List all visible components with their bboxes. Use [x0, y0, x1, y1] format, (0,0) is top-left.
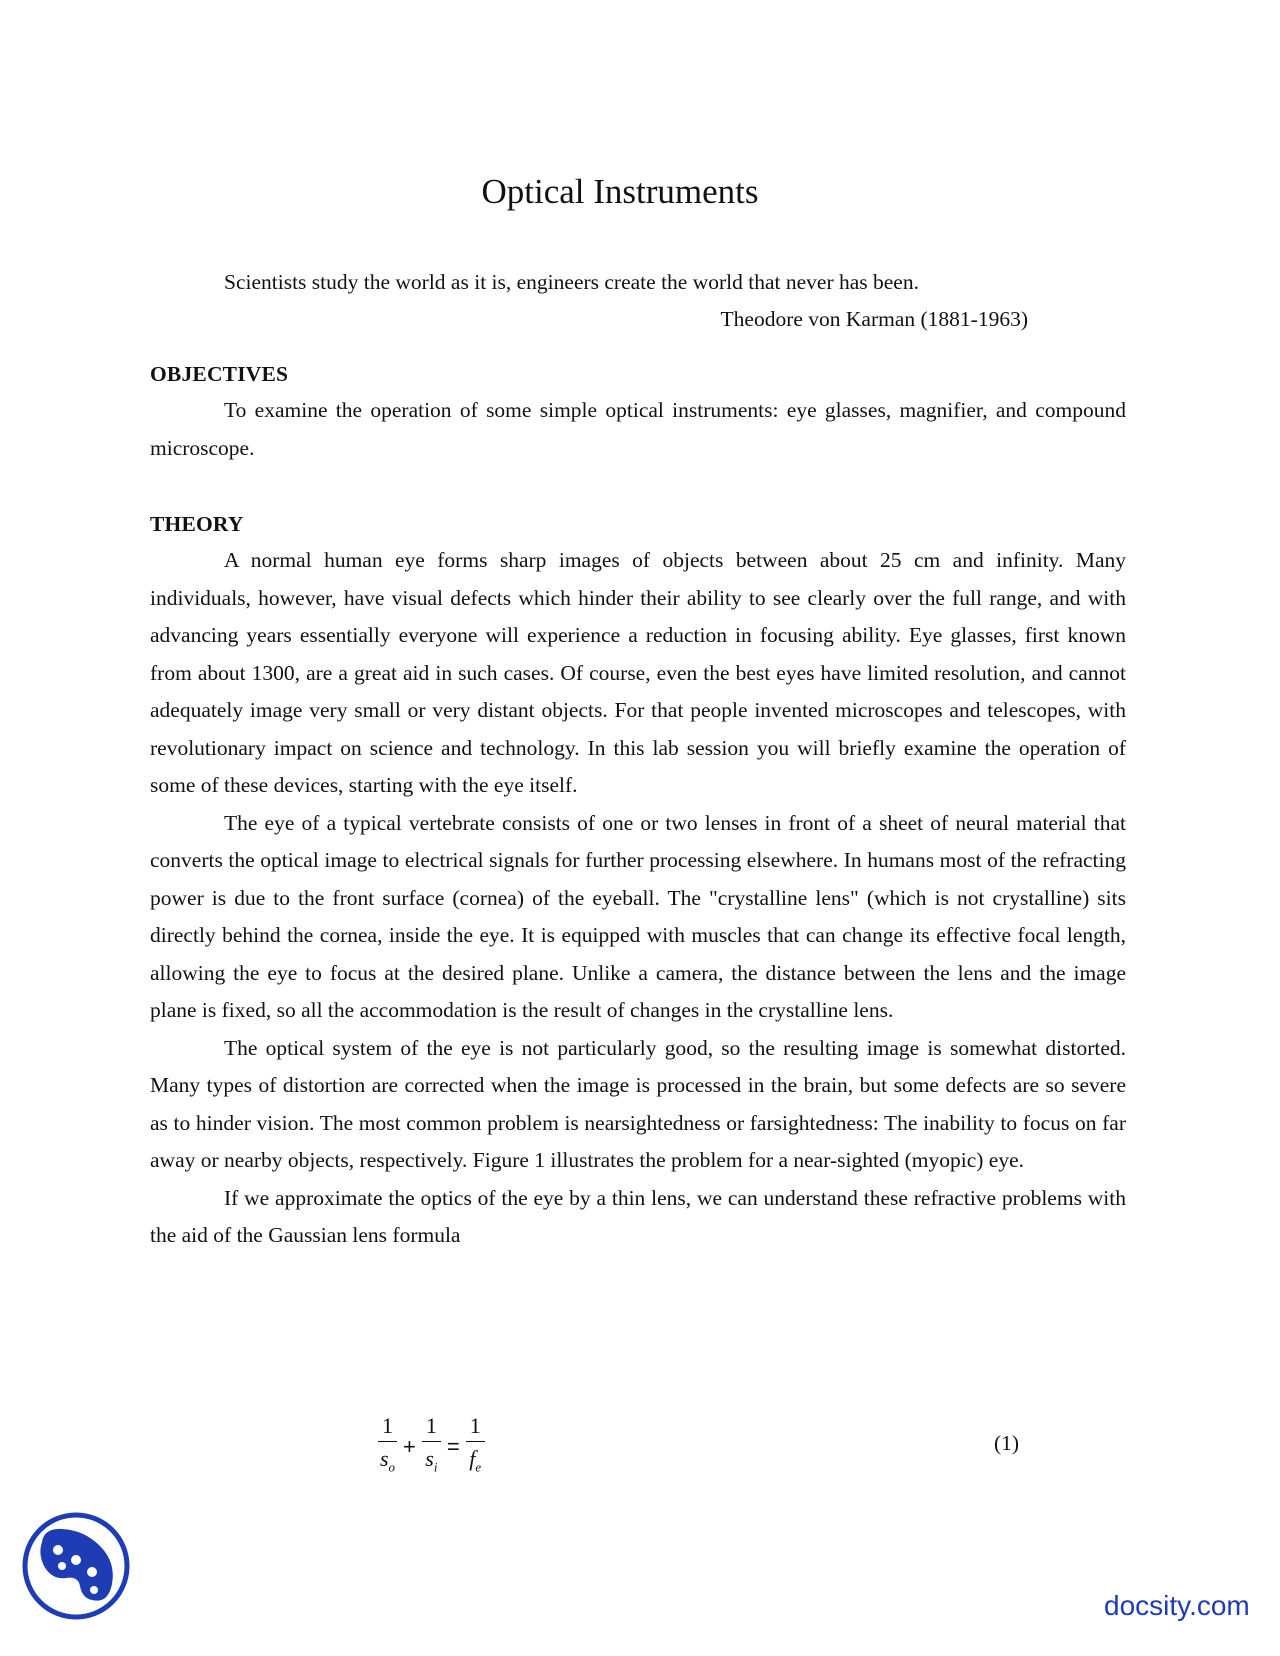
gaussian-lens-equation: [376, 1413, 487, 1480]
fraction-numerator: 1: [422, 1413, 441, 1442]
fraction-numerator: 1: [378, 1413, 397, 1442]
plus-sign: +: [403, 1433, 416, 1459]
theory-body: [150, 542, 1126, 1255]
fraction-object-distance: [378, 1413, 397, 1480]
variable: s: [379, 1446, 389, 1471]
docsity-logo-icon[interactable]: [22, 1512, 130, 1620]
fraction-numerator: 1: [466, 1413, 485, 1442]
fraction-image-distance: [422, 1413, 441, 1480]
theory-heading: THEORY: [150, 512, 244, 536]
fraction-denominator: [469, 1442, 481, 1480]
theory-paragraph: If we approximate the optics of the eye by a thin lens, we can understand these refractive problems with the aid of the Gaussian lens formula: [150, 1185, 1126, 1247]
epigraph-text: Scientists study the world as it is, engineers create the world that never has been.: [224, 270, 919, 294]
subscript: o: [388, 1459, 396, 1475]
equation-number: (1): [994, 1431, 1020, 1455]
subscript: e: [475, 1459, 482, 1475]
theory-paragraph: The optical system of the eye is not particularly good, so the resulting image is somewhat distorted. Many types of distortion are corrected when the image is processed in the brain, but some defects are so severe as to hinder vision. The most common problem is nearsightedness or farsightedness: The inability to focus on far away or nearby objects, respectively. Figure 1 illustrates the problem for a near-sighted (myopic) eye.: [150, 1035, 1126, 1172]
logo-graphic: [22, 1512, 130, 1620]
variable: f: [469, 1446, 476, 1471]
theory-paragraph: The eye of a typical vertebrate consists of one or two lenses in front of a sheet of neural material that converts the optical image to electrical signals for further processing elsewhere. In humans most of the refracting power is due to the front surface (cornea) of the eyeball. The "crystalline lens" (which is not crystalline) sits directly behind the cornea, inside the eye. It is equipped with muscles that can change its effective focal length, allowing the eye to focus at the desired plane. Unlike a camera, the distance between the lens and the image plane is fixed, so all the accommodation is the result of changes in the crystalline lens.: [150, 810, 1126, 1022]
objectives-heading: OBJECTIVES: [150, 362, 289, 386]
epigraph-author: Theodore von Karman (1881-1963): [720, 307, 1028, 331]
fraction-denominator: [425, 1442, 437, 1480]
fraction-focal-length: [466, 1413, 485, 1480]
fraction-denominator: [380, 1442, 395, 1480]
epigraph: [224, 264, 1028, 338]
docsity-watermark-link[interactable]: docsity.com: [1104, 1590, 1250, 1621]
variable: s: [425, 1446, 434, 1471]
objectives-paragraph: To examine the operation of some simple optical instruments: eye glasses, magnifier, and compound microscope.: [150, 398, 1126, 460]
objectives-body: [150, 392, 1126, 467]
theory-paragraph: A normal human eye forms sharp images of objects between about 25 cm and infinity. Many individuals, however, have visual defects which hinder their ability to see clearly over the full range, and with advancing years essentially everyone will experience a reduction in focusing ability. Eye glasses, first known from about 1300, are a great aid in such cases. Of course, even the best eyes have limited resolution, and cannot adequately image very small or very distant objects. For that people invented microscopes and telescopes, with revolutionary impact on science and technology. In this lab session you will briefly examine the operation of some of these devices, starting with the eye itself.: [150, 548, 1126, 797]
subscript: i: [433, 1459, 438, 1475]
equals-sign: =: [446, 1433, 460, 1459]
page-title: Optical Instruments: [481, 172, 759, 211]
